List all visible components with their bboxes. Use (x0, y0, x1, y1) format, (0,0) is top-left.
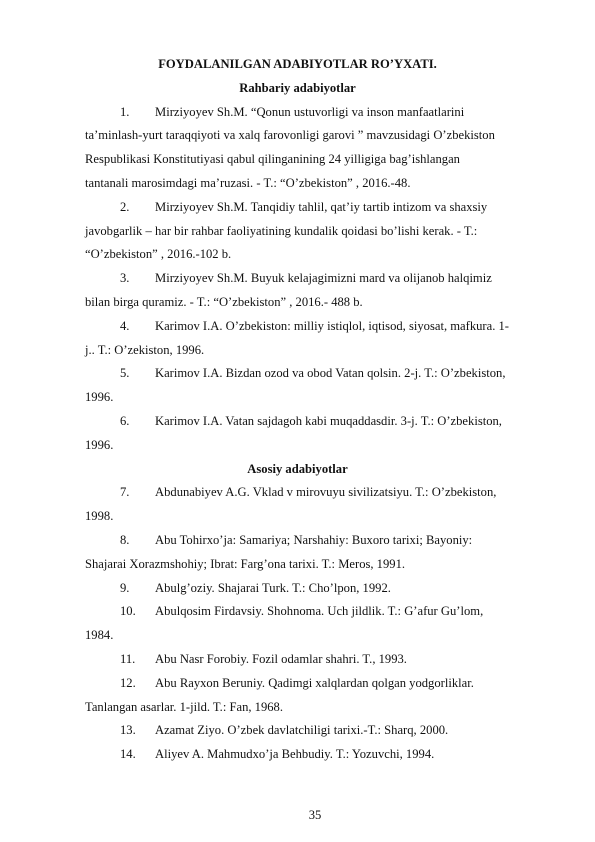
entry-number: 10. (120, 604, 136, 619)
entry-line: Abulqosim Firdavsiy. Shohnoma. Uch jildlik. T.: G’afur Gu’lom, (155, 604, 484, 619)
entry-number: 13. (120, 723, 136, 738)
entry-number: 11. (120, 652, 136, 666)
entry-line: tantanali marosimdagi ma’ruzasi. - T.: “O’zbekiston” , 2016.-48. (85, 176, 411, 190)
entry-number: 9. (120, 580, 130, 595)
section-heading-rahbariy: Rahbariy adabiyotlar (239, 80, 356, 95)
entry-line: 1984. (85, 628, 114, 643)
entry-number: 4. (120, 318, 130, 333)
entry-line: 1998. (85, 509, 114, 524)
entry-number: 1. (120, 104, 130, 119)
page-number: 35 (308, 808, 322, 822)
entry-number: 6. (120, 414, 130, 428)
entry-line: “O’zbekiston” , 2016.-102 b. (85, 247, 232, 262)
entry-line: Abu Rayxon Beruniy. Qadimgi xalqlardan qolgan yodgorliklar. (155, 675, 474, 690)
entry-number: 5. (120, 366, 130, 381)
entry-line: Mirziyoyev Sh.M. “Qonun ustuvorligi va inson manfaatlarini (155, 104, 465, 119)
entry-line: j.. T.: O’zekiston, 1996. (85, 342, 205, 357)
section-heading-asosiy: Asosiy adabiyotlar (247, 461, 348, 476)
entry-number: 8. (120, 533, 130, 547)
page-title: FOYDALANILGAN ADABIYOTLAR RO’YXATI. (158, 57, 437, 71)
entry-line: Respublikasi Konstitutiyasi qabul qilinganining 24 yilligiga bag’ishlangan (85, 152, 460, 167)
entry-line: javobgarlik – har bir rahbar faoliyatining kundalik qoidasi bo’lishi kerak. - T.: (85, 223, 478, 238)
entry-line: Aliyev A. Mahmudxo’ja Behbudiy. T.: Yozuvchi, 1994. (155, 747, 435, 762)
entry-line: bilan birga quramiz. - T.: “O’zbekiston” , 2016.- 488 b. (85, 295, 363, 309)
entry-line: Abu Tohirxo’ja: Samariya; Narshahiy: Buxoro tarixi; Bayoniy: (155, 533, 473, 547)
entry-line: Azamat Ziyo. O’zbek davlatchiligi tarixi.-T.: Sharq, 2000. (155, 723, 449, 738)
entry-number: 12. (120, 675, 136, 690)
entry-line: Karimov I.A. Vatan sajdagoh kabi muqaddasdir. 3-j. T.: O’zbekiston, (155, 414, 502, 428)
entry-line: Abu Nasr Forobiy. Fozil odamlar shahri. T., 1993. (155, 652, 407, 666)
entry-line: Karimov I.A. Bizdan ozod va obod Vatan qolsin. 2-j. T.: O’zbekiston, (155, 366, 506, 381)
entry-number: 3. (120, 271, 130, 286)
entry-line: 1996. (85, 437, 114, 452)
entry-number: 7. (120, 485, 130, 500)
entry-line: Tanlangan asarlar. 1-jild. T.: Fan, 1968. (85, 699, 284, 714)
entry-number: 14. (120, 747, 136, 762)
entry-line: Mirziyoyev Sh.M. Tanqidiy tahlil, qat’iy tartib intizom va shaxsiy (155, 199, 488, 214)
entry-line: Karimov I.A. O’zbekiston: milliy istiqlol, iqtisod, siyosat, mafkura. 1- (155, 318, 509, 333)
entry-line: Mirziyoyev Sh.M. Buyuk kelajagimizni mard va olijanob halqimiz (155, 271, 492, 286)
entry-line: Abulg’oziy. Shajarai Turk. T.: Cho’lpon, 1992. (155, 580, 391, 595)
entry-line: ta’minlash-yurt taraqqiyoti va xalq farovonligi garovi ” mavzusidagi O’zbekiston (85, 128, 495, 143)
entry-line: Abdunabiyev A.G. Vklad v mirovuyu sivilizatsiyu. T.: O’zbekiston, (155, 485, 497, 500)
entry-number: 2. (120, 199, 130, 214)
entry-line: Shajarai Xorazmshohiy; Ibrat: Farg’ona tarixi. T.: Meros, 1991. (85, 556, 406, 571)
entry-line: 1996. (85, 390, 114, 405)
